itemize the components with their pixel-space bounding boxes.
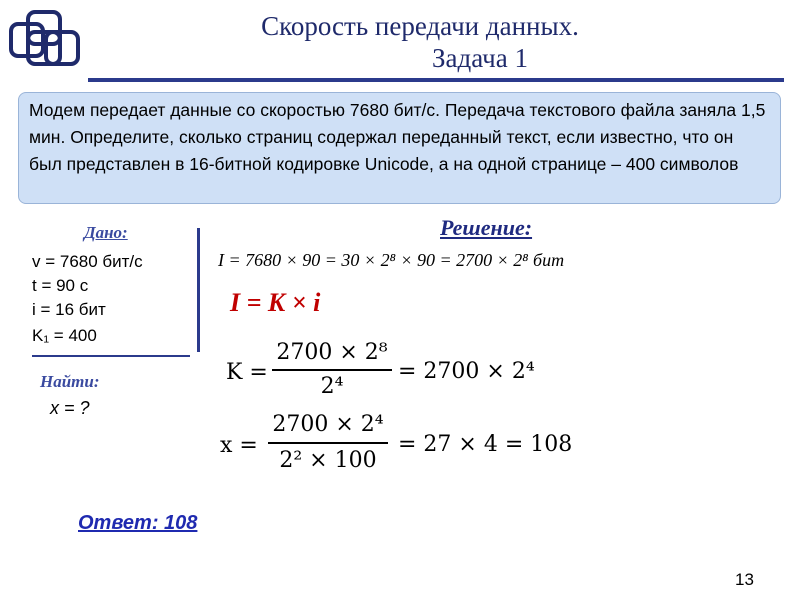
title-line-1: Скорость передачи данных. [261,11,579,41]
given-heading: Дано: [84,223,128,242]
eq3-fraction-bar [268,442,388,444]
given-line-chars: K₁ = 400 [32,326,97,345]
eq3-numerator: 2700 × 2⁴ [272,412,384,437]
page-number: 13 [735,570,754,589]
given-line-time: t = 90 с [32,276,89,295]
title-line-2: Задача 1 [432,43,528,73]
title-divider [88,78,784,82]
page-title [110,10,730,74]
solution-heading: Решение: [440,215,533,240]
given-line-bits: i = 16 бит [32,300,106,319]
eq2-rhs: = 2700 × 2⁴ [398,359,535,384]
eq3-lhs: x = [220,433,258,458]
find-line: x = ? [50,398,90,418]
logo-icon [8,8,84,72]
answer: Ответ: 108 [78,512,198,534]
equation-information-volume: I = 7680 × 90 = 30 × 2⁸ × 90 = 2700 × 2⁸ бит [218,250,565,270]
task-text: Модем передает данные со скоростью 7680 бит/с. Передача текстового файла заняла 1,5 мин. Определите, сколько страниц содержал переданный текст, если известно, что он был представлен в 16-битной кодировке Unicode, а на одной странице – 400 символов [29,100,766,174]
eq2-lhs: K = [226,360,268,385]
task-box [18,92,781,204]
eq2-denominator: 2⁴ [320,374,344,399]
given-line-speed: v = 7680 бит/с [32,252,143,271]
eq3-denominator: 2² × 100 [279,448,377,473]
eq3-rhs: = 27 × 4 = 108 [398,432,573,457]
vertical-divider [197,228,200,352]
eq2-fraction-bar [272,369,392,371]
find-heading: Найти: [40,372,100,391]
formula-main: I = K × i [230,288,321,317]
given-divider [32,355,190,357]
eq2-numerator: 2700 × 2⁸ [276,340,388,365]
